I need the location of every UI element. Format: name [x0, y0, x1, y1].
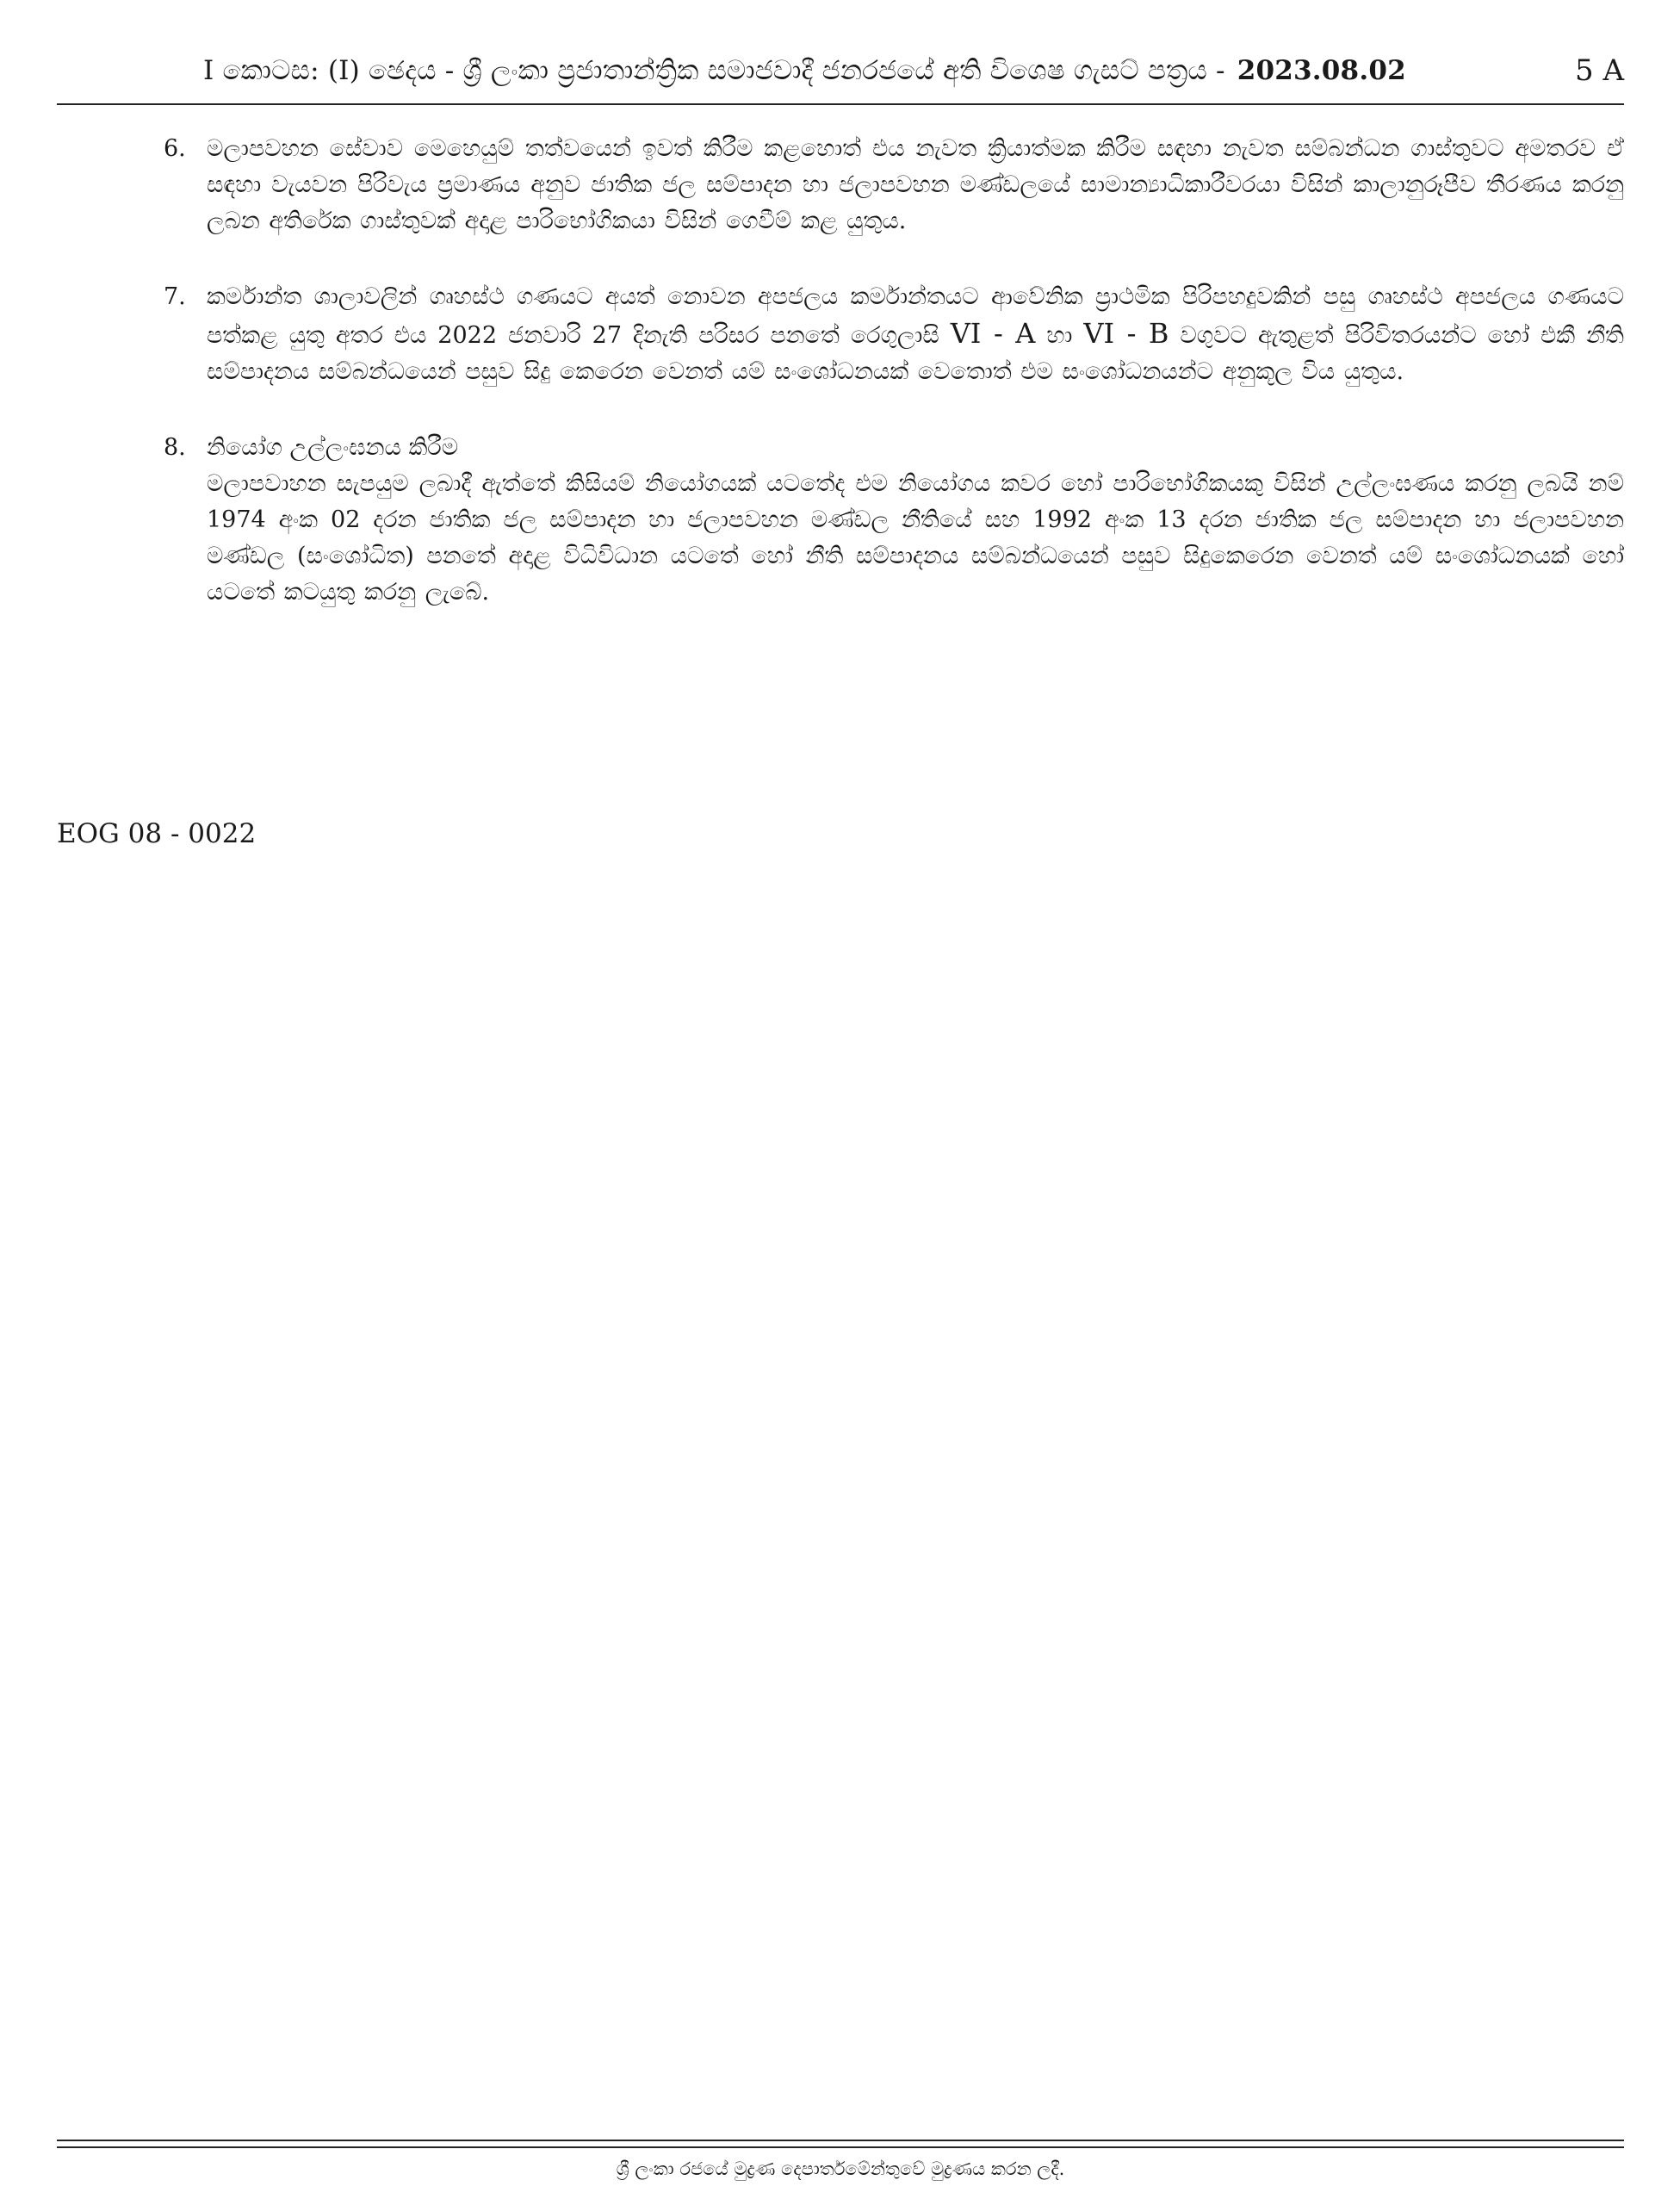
document-body — [164, 131, 1624, 650]
clause-text: මලාපවාහන සැපයුම ලබාදී ඇත්තේ කිසියම් නියෝගයක් යටතේද එම නියෝගය කවර හෝ පාරිභෝගිකයකු විසින් උල්ලංඝණය කරනු ලබයි නම් 1974 අංක 02 දරන ජාතික ජල සම්පාදන හා ජලාපවහන මණ්ඩල නීතියේ සහ 1992 අංක 13 දරන ජාතික ජල සම්පාදන හා ජලාපවහන මණ්ඩල (සංශෝධිත) පනතේ අදාළ විධිවිධාන යටතේ හෝ නීති සම්පාදනය සම්බන්ධයෙන් පසුව සිදුකෙරෙන වෙනත් යම් සංශෝධනයක් හෝ යටතේ කටයුතු කරනු ලැබේ. — [207, 470, 1624, 606]
clause-text-part: කර්මාන්ත ශාලාවලින් ගෘහස්ථ ගණයට අයත් නොවන අපජලය කර්මාන්තයට ආවේනික ප්‍රාථමික පිරිපහදුවකින් පසු ගෘහස්ථ අපජලය ගණයට පත්කළ යුතු අතර එය 2022 ජනවාරි 27 දිනැති පරිසර පනතේ රෙගුලාසි — [207, 283, 1624, 349]
gazette-date: 2023.08.02 — [1237, 55, 1406, 86]
header-divider — [57, 103, 1624, 105]
clause-text-part: වගුවට ඇතුළත් පිරිවිතරයන්ට හෝ එකී නීති සම්පාදනය සම්බන්ධයෙන් පසුව සිදු කෙරෙන වෙනත් යම් සංශෝධනයක් වෙතොත් එම සංශෝධනයන්ට අනුකූල විය යුතුය. — [207, 322, 1624, 385]
regulation-a: VI - A — [950, 317, 1036, 350]
printer-imprint: ශ්‍රී ලංකා රජයේ මුද්‍රණ දෙපාර්තමේන්තුවේ මුද්‍රණය කරන ලදී. — [616, 2158, 1065, 2179]
conjunction: හා — [1046, 322, 1073, 349]
footer-divider-bottom — [57, 2146, 1624, 2148]
clause-number: 6. — [164, 135, 186, 162]
clause-8 — [164, 430, 1624, 611]
footer-divider-top — [57, 2140, 1624, 2141]
gazette-header-title — [203, 50, 1406, 91]
notice-reference: EOG 08 - 0022 — [57, 818, 257, 849]
clause-number: 8. — [164, 434, 186, 461]
clause-number: 7. — [164, 283, 186, 310]
clause-heading: නියෝග උල්ලංඝනය කිරීම — [207, 434, 459, 461]
page-header — [57, 50, 1624, 93]
clause-6 — [164, 131, 1624, 239]
regulation-b: VI - B — [1083, 317, 1169, 350]
clause-text — [207, 279, 1624, 390]
header-title-text: I කොටස: (I) ඡෙදය - ශ්‍රී ලංකා ප්‍රජාතාන්ත්‍රික සමාජවාදී ජනරජයේ අති විශෙෂ ගැසට් පත්‍රය - — [203, 55, 1225, 86]
page-number: 5 A — [1575, 53, 1624, 88]
clause-7 — [164, 279, 1624, 390]
clause-text: මලාපවහන සේවාව මෙහෙයුම් තත්වයෙන් ඉවත් කිරීම කළහොත් එය නැවත ක්‍රියාත්මක කිරීම සඳහා නැවත සම්බන්ධන ගාස්තුවට අමතරව ඒ සඳහා වැයවන පිරිවැය ප්‍රමාණය අනුව ජාතික ජල සම්පාදන හා ජලාපවහන මණ්ඩලයේ සාමාන්‍යාධිකාරීවරයා විසින් කාලානුරූපීව තීරණය කරනු ලබන අතිරේක ගාස්තුවක් අදාළ පාරිභෝගිකයා විසින් ගෙවීම් කළ යුතුය. — [207, 135, 1624, 234]
